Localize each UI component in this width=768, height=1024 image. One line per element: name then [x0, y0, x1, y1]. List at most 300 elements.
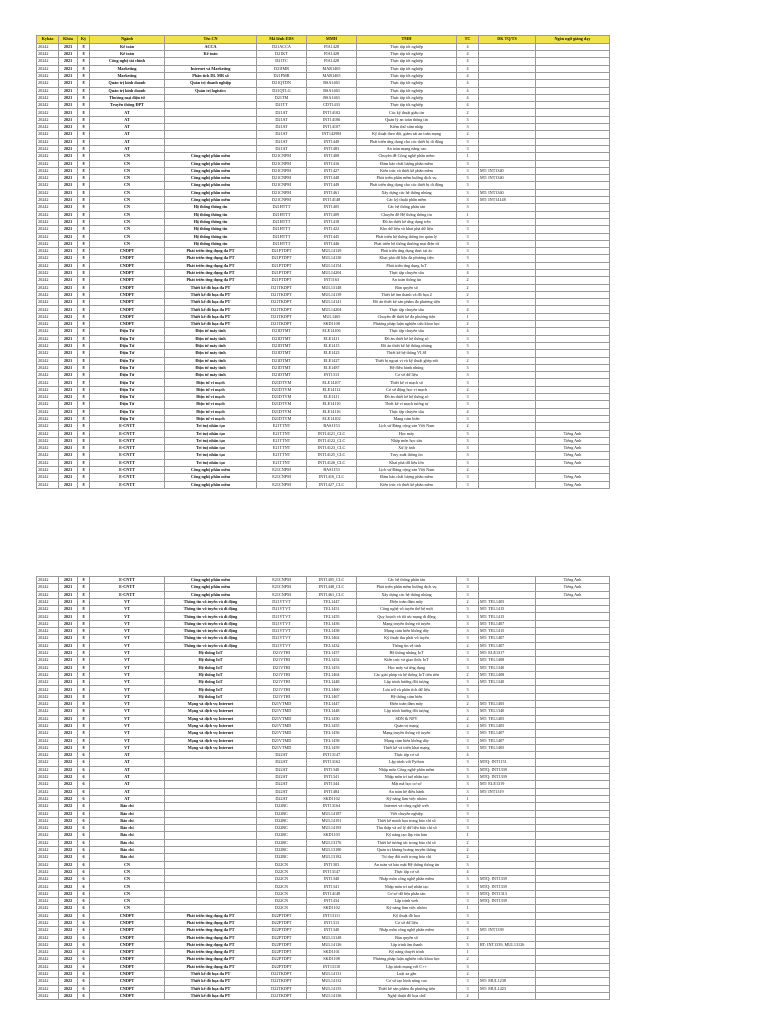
cell-dk — [479, 255, 536, 262]
cell-ma-lop: D21CNPM — [257, 175, 307, 182]
cell-dk — [479, 124, 536, 131]
cell-ky-bao: 20242 — [37, 971, 59, 978]
table-row — [37, 715, 610, 722]
table-row — [37, 905, 610, 912]
cell-tc: 2 — [457, 284, 479, 291]
table-row — [37, 204, 610, 211]
cell-ten-cn: Phát triển ứng dụng đa PT — [165, 963, 257, 970]
cell-mmh: TEL1464 — [307, 671, 357, 678]
cell-tc: 3 — [457, 204, 479, 211]
cell-dk — [479, 752, 536, 759]
cell-tc: 3 — [457, 825, 479, 832]
cell-ky-bao: 20242 — [37, 350, 59, 357]
cell-ngon-ngu: Tiếng Anh — [536, 430, 610, 437]
cell-ky: 6 — [78, 825, 90, 832]
cell-ky-bao: 20242 — [37, 182, 59, 189]
cell-ky: 6 — [78, 774, 90, 781]
cell-khoa: 2022 — [59, 949, 78, 956]
cell-dk — [479, 72, 536, 79]
cell-ky: 8 — [78, 124, 90, 131]
cell-ky-bao: 20242 — [37, 386, 59, 393]
cell-tmh: An toàn và bảo mật Hệ thống thông tin — [357, 861, 457, 868]
cell-mmh: INT1445 — [307, 233, 357, 240]
cell-nganh: CNDPT — [90, 919, 165, 926]
cell-ten-cn: Công nghệ phần mềm — [165, 175, 257, 182]
cell-dk: MTQ: INT1339 — [479, 898, 536, 905]
table-row — [37, 335, 610, 342]
cell-ma-lop: D22PTDPT — [257, 949, 307, 956]
cell-dk — [479, 474, 536, 481]
cell-ngon-ngu — [536, 664, 610, 671]
table-row — [37, 708, 610, 715]
cell-ky-bao: 20242 — [37, 204, 59, 211]
cell-ky: 8 — [78, 408, 90, 415]
cell-mmh: MUL14129 — [307, 248, 357, 255]
header-cell-khoa: Khóa — [59, 36, 78, 44]
cell-nganh: Báo chí — [90, 803, 165, 810]
cell-ky: 8 — [78, 197, 90, 204]
cell-ma-lop: D21VTMD — [257, 715, 307, 722]
cell-ky: 8 — [78, 342, 90, 349]
cell-mmh: TEL1451 — [307, 606, 357, 613]
cell-tmh: Kỹ năng thuyết trình — [357, 949, 457, 956]
cell-ky: 8 — [78, 664, 90, 671]
cell-dk — [479, 211, 536, 218]
cell-ten-cn: Hệ thống IoT — [165, 649, 257, 656]
cell-ten-cn: Internet và Marketing — [165, 65, 257, 72]
cell-ma-lop: D21DTMT — [257, 342, 307, 349]
cell-khoa: 2021 — [59, 408, 78, 415]
table-row — [37, 321, 610, 328]
cell-ky-bao: 20242 — [37, 985, 59, 992]
cell-khoa: 2021 — [59, 671, 78, 678]
cell-tmh: Xử lý ảnh — [357, 445, 457, 452]
cell-ten-cn: Thiết kế đồ họa đa PT — [165, 291, 257, 298]
cell-tmh: An toàn mạng nâng cao — [357, 145, 457, 152]
cell-khoa: 2022 — [59, 992, 78, 999]
cell-ky-bao: 20242 — [37, 898, 59, 905]
header-cell-dk: DK TQ/TS — [479, 36, 536, 44]
cell-ngon-ngu — [536, 649, 610, 656]
cell-mmh: INT14102 — [307, 109, 357, 116]
cell-ngon-ngu — [536, 905, 610, 912]
cell-khoa: 2021 — [59, 248, 78, 255]
cell-ngon-ngu — [536, 817, 610, 824]
cell-ky-bao: 20242 — [37, 774, 59, 781]
cell-ma-lop: E21TTNT — [257, 452, 307, 459]
cell-mmh: TEL1456 — [307, 730, 357, 737]
cell-dk: MT: TEL1407 — [479, 730, 536, 737]
cell-ky: 8 — [78, 335, 90, 342]
cell-ngon-ngu — [536, 693, 610, 700]
cell-ky: 6 — [78, 963, 90, 970]
cell-khoa: 2021 — [59, 357, 78, 364]
cell-tc: 2 — [457, 701, 479, 708]
cell-tc: 3 — [457, 233, 479, 240]
cell-khoa: 2021 — [59, 218, 78, 225]
table-row — [37, 182, 610, 189]
cell-tmh: Thực tập cơ sở — [357, 868, 457, 875]
table-row — [37, 80, 610, 87]
cell-khoa: 2022 — [59, 846, 78, 853]
cell-dk — [479, 87, 536, 94]
cell-tmh: Điện toán đám mây — [357, 598, 457, 605]
cell-ky-bao: 20242 — [37, 481, 59, 488]
cell-ky: 8 — [78, 722, 90, 729]
cell-ma-lop: D22CN — [257, 905, 307, 912]
cell-ma-lop: D21AT — [257, 109, 307, 116]
cell-khoa: 2022 — [59, 774, 78, 781]
header-row — [37, 36, 610, 44]
cell-khoa: 2022 — [59, 919, 78, 926]
cell-ten-cn — [165, 124, 257, 131]
cell-dk — [479, 131, 536, 138]
cell-ky: 6 — [78, 810, 90, 817]
cell-khoa: 2021 — [59, 452, 78, 459]
cell-ky: 8 — [78, 606, 90, 613]
cell-dk — [479, 335, 536, 342]
cell-nganh: Điện Tử — [90, 335, 165, 342]
cell-ngon-ngu — [536, 233, 610, 240]
cell-tmh: Đồ án thiết kế hệ thống số — [357, 394, 457, 401]
cell-ten-cn: Phát triển ứng dụng đa PT — [165, 255, 257, 262]
cell-tc: 4 — [457, 306, 479, 313]
cell-tc: 3 — [457, 613, 479, 620]
cell-ten-cn: Thông tin vô tuyến và di động — [165, 620, 257, 627]
cell-nganh: E-CNTT — [90, 591, 165, 598]
cell-dk — [479, 817, 536, 824]
cell-ky-bao: 20242 — [37, 832, 59, 839]
cell-ky: 8 — [78, 628, 90, 635]
cell-ten-cn: Phát triển ứng dụng đa PT — [165, 270, 257, 277]
cell-khoa: 2021 — [59, 145, 78, 152]
cell-mmh: INT1340 — [307, 766, 357, 773]
cell-dk — [479, 153, 536, 160]
cell-tc: 2 — [457, 357, 479, 364]
cell-dk — [479, 321, 536, 328]
cell-ngon-ngu — [536, 65, 610, 72]
cell-nganh: CNDPT — [90, 306, 165, 313]
cell-ma-lop: D21KT — [257, 51, 307, 58]
cell-khoa: 2021 — [59, 80, 78, 87]
table-row — [37, 613, 610, 620]
cell-ky: 8 — [78, 620, 90, 627]
cell-tc: 3 — [457, 737, 479, 744]
cell-nganh: VT — [90, 649, 165, 656]
cell-ky: 8 — [78, 737, 90, 744]
cell-ngon-ngu — [536, 708, 610, 715]
cell-dk — [479, 43, 536, 50]
cell-khoa: 2022 — [59, 795, 78, 802]
cell-ten-cn: Thiết kế đồ họa đa PT — [165, 992, 257, 999]
cell-tc: 4 — [457, 80, 479, 87]
cell-mmh: INT1340 — [307, 927, 357, 934]
cell-khoa: 2021 — [59, 87, 78, 94]
cell-tmh: Đảm bảo chất lượng phần mềm — [357, 474, 457, 481]
cell-dk — [479, 825, 536, 832]
cell-tc: 4 — [457, 72, 479, 79]
cell-tmh: Cơ sở động học vi mạch — [357, 386, 457, 393]
cell-ngon-ngu — [536, 963, 610, 970]
cell-tc: 3 — [457, 175, 479, 182]
cell-dk: MT: TEL1415 — [479, 628, 536, 635]
cell-ky-bao: 20242 — [37, 160, 59, 167]
cell-mmh: FIA1428 — [307, 43, 357, 50]
cell-ky-bao: 20242 — [37, 766, 59, 773]
cell-ky: 8 — [78, 58, 90, 65]
cell-tmh: SDN & NFV — [357, 715, 457, 722]
cell-khoa: 2021 — [59, 481, 78, 488]
cell-ky: 8 — [78, 240, 90, 247]
cell-ky-bao: 20242 — [37, 868, 59, 875]
cell-mmh: TEL1453 — [307, 664, 357, 671]
cell-tmh: Thiết kế và triển khai mạng — [357, 744, 457, 751]
cell-mmh: TEL1447 — [307, 701, 357, 708]
course-table-bottom — [36, 576, 610, 1000]
table-row — [37, 781, 610, 788]
cell-ten-cn: Công nghệ phần mềm — [165, 577, 257, 584]
cell-ky: 8 — [78, 277, 90, 284]
cell-ky: 8 — [78, 145, 90, 152]
cell-ngon-ngu — [536, 379, 610, 386]
cell-mmh: INT13147 — [307, 752, 357, 759]
cell-ngon-ngu — [536, 262, 610, 269]
cell-ten-cn: Điện tử máy tính — [165, 350, 257, 357]
table-row — [37, 941, 610, 948]
cell-khoa: 2021 — [59, 445, 78, 452]
cell-khoa: 2021 — [59, 51, 78, 58]
table-row — [37, 109, 610, 116]
cell-ky: 6 — [78, 854, 90, 861]
cell-ngon-ngu — [536, 423, 610, 430]
cell-ky: 8 — [78, 430, 90, 437]
cell-ky: 8 — [78, 452, 90, 459]
cell-ten-cn: Hệ thống thông tin — [165, 240, 257, 247]
cell-tc: 3 — [457, 379, 479, 386]
cell-ngon-ngu — [536, 620, 610, 627]
cell-ma-lop: D22CN — [257, 861, 307, 868]
cell-dk: MT: TEL1340 — [479, 664, 536, 671]
cell-ten-cn: Thiết kế đồ họa đa PT — [165, 971, 257, 978]
cell-tmh: Lịch sử Đảng cộng sản Việt Nam — [357, 467, 457, 474]
cell-dk: MT: TEL1340 — [479, 708, 536, 715]
cell-khoa: 2021 — [59, 204, 78, 211]
cell-tmh: Lập trình hướng đối tượng — [357, 679, 457, 686]
cell-tmh: Quy hoạch và tối ưu mạng di động — [357, 613, 457, 620]
cell-ngon-ngu — [536, 109, 610, 116]
cell-ten-cn: Mạng và dịch vụ Internet — [165, 722, 257, 729]
cell-dk — [479, 182, 536, 189]
cell-ten-cn: Điện tử vi mạch — [165, 401, 257, 408]
cell-tc: 3 — [457, 679, 479, 686]
cell-tc: 2 — [457, 934, 479, 941]
cell-khoa: 2021 — [59, 591, 78, 598]
cell-tc: 2 — [457, 715, 479, 722]
cell-dk: MT: INT1340 — [479, 175, 536, 182]
table-row — [37, 350, 610, 357]
table-row — [37, 657, 610, 664]
cell-ten-cn — [165, 905, 257, 912]
cell-ngon-ngu — [536, 956, 610, 963]
cell-nganh: CNDPT — [90, 985, 165, 992]
cell-tmh: Internet và công nghệ web — [357, 803, 457, 810]
cell-dk: MTQ: INT1339 — [479, 774, 536, 781]
cell-ky-bao: 20242 — [37, 606, 59, 613]
cell-ten-cn: Phát triển ứng dụng đa PT — [165, 277, 257, 284]
cell-tc: 2 — [457, 321, 479, 328]
cell-ngon-ngu — [536, 467, 610, 474]
cell-ma-lop: D21CNPM — [257, 197, 307, 204]
cell-tmh: Phát triển ứng dụng IoT — [357, 262, 457, 269]
table-row — [37, 189, 610, 196]
cell-ten-cn: Điện tử máy tính — [165, 328, 257, 335]
cell-tc: 3 — [457, 803, 479, 810]
cell-tc: 3 — [457, 167, 479, 174]
cell-ngon-ngu — [536, 401, 610, 408]
cell-ky-bao: 20242 — [37, 116, 59, 123]
cell-ma-lop: D21DTVM — [257, 408, 307, 415]
table-row — [37, 890, 610, 897]
cell-tmh: Chuyên đề Công nghệ phần mềm — [357, 153, 457, 160]
cell-ky-bao: 20242 — [37, 459, 59, 466]
cell-ma-lop: D21DTVM — [257, 401, 307, 408]
cell-nganh: E-CNTT — [90, 577, 165, 584]
table-row — [37, 197, 610, 204]
cell-khoa: 2021 — [59, 577, 78, 584]
cell-tmh: Đồ án thiết kế ứng dụng trên — [357, 218, 457, 225]
cell-ten-cn: Điện tử máy tính — [165, 357, 257, 364]
cell-mmh: MUL14130 — [307, 255, 357, 262]
table-row — [37, 730, 610, 737]
cell-ma-lop: E21CNPM — [257, 467, 307, 474]
cell-dk — [479, 803, 536, 810]
cell-ten-cn: Phát triển ứng dụng đa PT — [165, 262, 257, 269]
cell-ten-cn: Điện tử vi mạch — [165, 394, 257, 401]
cell-khoa: 2021 — [59, 584, 78, 591]
cell-ky-bao: 20242 — [37, 270, 59, 277]
cell-tmh: Lưu trữ và phân tích dữ liệu — [357, 686, 457, 693]
table-row — [37, 898, 610, 905]
cell-nganh: CNDPT — [90, 313, 165, 320]
cell-nganh: VT — [90, 744, 165, 751]
table-row — [37, 671, 610, 678]
cell-tmh: Đồ án thiết kế sản phẩm đa phương tiện — [357, 299, 457, 306]
cell-tc: 2 — [457, 722, 479, 729]
cell-mmh: INT1313 — [307, 919, 357, 926]
cell-khoa: 2021 — [59, 657, 78, 664]
cell-mmh: INT14122_CLC — [307, 437, 357, 444]
cell-ma-lop: D21HTTT — [257, 211, 307, 218]
cell-ten-cn: Trí tuệ nhân tạo — [165, 452, 257, 459]
cell-dk — [479, 291, 536, 298]
cell-khoa: 2021 — [59, 335, 78, 342]
cell-ten-cn: Hệ thống thông tin — [165, 226, 257, 233]
cell-ky: 6 — [78, 898, 90, 905]
cell-ky-bao: 20242 — [37, 43, 59, 50]
cell-ma-lop: D22AT — [257, 781, 307, 788]
cell-tc: 2 — [457, 386, 479, 393]
cell-ma-lop: D21VTVT — [257, 606, 307, 613]
cell-dk — [479, 415, 536, 422]
cell-khoa: 2021 — [59, 474, 78, 481]
cell-ma-lop: D21DTMT — [257, 335, 307, 342]
cell-dk — [479, 58, 536, 65]
cell-mmh: INT14125_CLC — [307, 452, 357, 459]
cell-ten-cn: ACCA — [165, 43, 257, 50]
cell-ma-lop: D21DTMT — [257, 364, 307, 371]
cell-tmh: Đồ án thiết kế hệ thống số — [357, 335, 457, 342]
cell-dk — [479, 284, 536, 291]
cell-tc: 3 — [457, 919, 479, 926]
cell-ky: 8 — [78, 43, 90, 50]
cell-ten-cn — [165, 759, 257, 766]
cell-tmh: Nhập môn công nghệ phần mềm — [357, 876, 457, 883]
cell-mmh: ELE1413 — [307, 342, 357, 349]
table-row — [37, 131, 610, 138]
cell-nganh: CN — [90, 868, 165, 875]
cell-ten-cn: Mạng và dịch vụ Internet — [165, 708, 257, 715]
cell-ngon-ngu: Tiếng Anh — [536, 459, 610, 466]
cell-ten-cn: Mạng và dịch vụ Internet — [165, 737, 257, 744]
cell-dk: MT: TEL1405 — [479, 598, 536, 605]
cell-dk: MT: TEL1415 — [479, 606, 536, 613]
cell-tc: 3 — [457, 693, 479, 700]
table-row — [37, 357, 610, 364]
cell-ma-lop: D22AT — [257, 766, 307, 773]
cell-khoa: 2021 — [59, 58, 78, 65]
cell-dk — [479, 270, 536, 277]
cell-dk — [479, 306, 536, 313]
cell-tc: 3 — [457, 766, 479, 773]
cell-mmh: MAR1465 — [307, 72, 357, 79]
cell-ngon-ngu — [536, 218, 610, 225]
cell-ky: 8 — [78, 591, 90, 598]
cell-nganh: Điện Tử — [90, 415, 165, 422]
cell-ky: 8 — [78, 730, 90, 737]
cell-nganh: CN — [90, 240, 165, 247]
table-row — [37, 386, 610, 393]
header-cell-mmh: MMH — [307, 36, 357, 44]
cell-ten-cn: Phát triển ứng dụng đa PT — [165, 949, 257, 956]
cell-ngon-ngu: Tiếng Anh — [536, 452, 610, 459]
cell-ky: 6 — [78, 941, 90, 948]
cell-khoa: 2022 — [59, 810, 78, 817]
cell-tc: 3 — [457, 591, 479, 598]
cell-ma-lop: D22BC — [257, 839, 307, 846]
cell-dk — [479, 240, 536, 247]
cell-khoa: 2022 — [59, 927, 78, 934]
cell-khoa: 2021 — [59, 153, 78, 160]
cell-khoa: 2022 — [59, 898, 78, 905]
cell-dk — [479, 919, 536, 926]
cell-tc: 3 — [457, 299, 479, 306]
cell-ma-lop: D21PTDPT — [257, 255, 307, 262]
cell-ten-cn — [165, 817, 257, 824]
cell-ten-cn — [165, 752, 257, 759]
cell-mmh: INT1461 — [307, 189, 357, 196]
cell-ky-bao: 20242 — [37, 372, 59, 379]
cell-tmh: Cơ sở dữ liệu phân tán — [357, 890, 457, 897]
cell-khoa: 2021 — [59, 102, 78, 109]
cell-ma-lop: D21DTMT — [257, 357, 307, 364]
table-row — [37, 262, 610, 269]
cell-ky: 8 — [78, 715, 90, 722]
cell-ma-lop: D21TKDPT — [257, 313, 307, 320]
cell-ten-cn: Hệ thống thông tin — [165, 233, 257, 240]
cell-khoa: 2022 — [59, 890, 78, 897]
table-row — [37, 598, 610, 605]
cell-ky-bao: 20242 — [37, 226, 59, 233]
